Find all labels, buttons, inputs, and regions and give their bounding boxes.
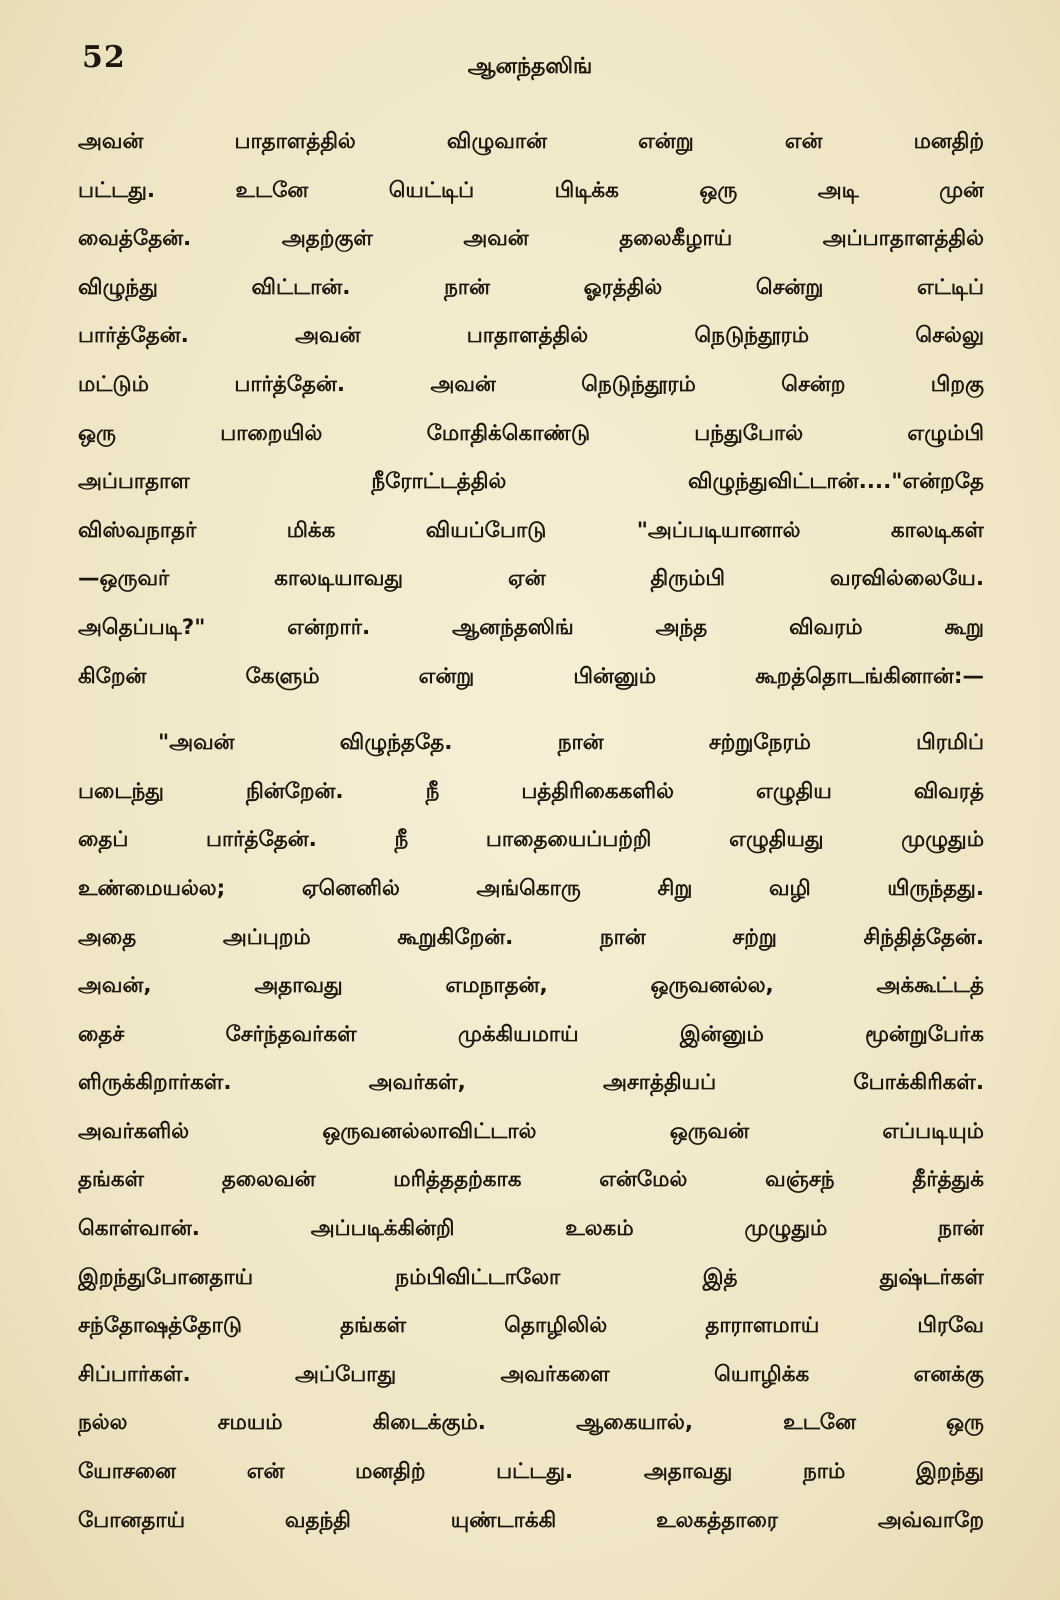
text-line: கொள்வான். அப்படிக்கின்றி உலகம் முழுதும் நான்	[78, 1216, 984, 1242]
text-line: பட்டது. உடனே யெட்டிப் பிடிக்க ஒரு அடி முன்	[78, 177, 984, 203]
text-line: இறந்துபோனதாய் நம்பிவிட்டாலோ இத் துஷ்டர்கள்	[78, 1264, 984, 1290]
text-line: அவன், அதாவது எமநாதன், ஒருவனல்ல, அக்கூட்டத்	[78, 973, 984, 999]
text-line: —ஒருவர் காலடியாவது ஏன் திரும்பி வரவில்லையே.	[78, 566, 984, 592]
text-line: அவன் பாதாளத்தில் விழுவான் என்று என் மனதிற்	[78, 129, 984, 154]
paragraph-start-line: "அவன் விழுந்ததே. நான் சற்றுநேரம் பிரமிப்	[158, 730, 984, 756]
text-line: விழுந்து விட்டான். நான் ஓரத்தில் சென்று எட்டிப்	[78, 274, 984, 300]
text-line: சிப்பார்கள். அப்போது அவர்களை யொழிக்க எனக்கு	[78, 1361, 984, 1387]
text-line: தைச் சேர்ந்தவர்கள் முக்கியமாய் இன்னும் மூன்றுபேர்க	[78, 1021, 984, 1047]
text-line: சந்தோஷத்தோடு தங்கள் தொழிலில் தாராளமாய் பிரவே	[78, 1313, 984, 1339]
text-line: வைத்தேன். அதற்குள் அவன் தலைகீழாய் அப்பாதாளத்தில்	[78, 226, 984, 252]
page-number: 52	[82, 40, 126, 75]
text-line: ளிருக்கிறார்கள். அவர்கள், அசாத்தியப் போக்கிரிகள்.	[78, 1070, 984, 1096]
body-text	[78, 118, 984, 1545]
text-line: அதெப்படி?" என்றார். ஆனந்தஸிங் அந்த விவரம் கூறு	[78, 614, 984, 640]
text-line: அவர்களில் ஒருவனல்லாவிட்டால் ஒருவன் எப்படியும்	[78, 1118, 984, 1144]
text-line: மட்டும் பார்த்தேன். அவன் நெடுந்தூரம் சென்ற பிறகு	[78, 371, 984, 397]
text-line: தைப் பார்த்தேன். நீ பாதையைப்பற்றி எழுதியது முழுதும்	[78, 827, 984, 853]
text-line: போனதாய் வதந்தி யுண்டாக்கி உலகத்தாரை அவ்வாறே	[78, 1507, 984, 1533]
text-line: ஒரு பாறையில் மோதிக்கொண்டு பந்துபோல் எழும்பி	[78, 420, 984, 446]
text-line: உண்மையல்ல; ஏனெனில் அங்கொரு சிறு வழி யிருந்தது.	[78, 875, 984, 901]
text-line: அதை அப்புறம் கூறுகிறேன். நான் சற்று சிந்தித்தேன்.	[78, 924, 984, 950]
running-head: ஆனந்தஸிங்	[467, 54, 593, 79]
text-line: அப்பாதாள நீரோட்டத்தில் விழுந்துவிட்டான்...."என்றதே	[78, 469, 984, 495]
text-line: விஸ்வநாதர் மிக்க வியப்போடு "அப்படியானால் காலடிகள்	[78, 517, 984, 543]
text-line: பார்த்தேன். அவன் பாதாளத்தில் நெடுந்தூரம் செல்லு	[78, 323, 984, 349]
text-line: தங்கள் தலைவன் மரித்ததற்காக என்மேல் வஞ்சந் தீர்த்துக்	[78, 1167, 984, 1193]
text-line: படைந்து நின்றேன். நீ பத்திரிகைகளில் எழுதிய விவரத்	[78, 778, 984, 804]
text-line: யோசனை என் மனதிற் பட்டது. அதாவது நாம் இறந்து	[78, 1459, 984, 1485]
text-line: நல்ல சமயம் கிடைக்கும். ஆகையால், உடனே ஒரு	[78, 1410, 984, 1436]
text-line: கிறேன் கேளும் என்று பின்னும் கூறத்தொடங்கினான்:—	[78, 663, 984, 689]
